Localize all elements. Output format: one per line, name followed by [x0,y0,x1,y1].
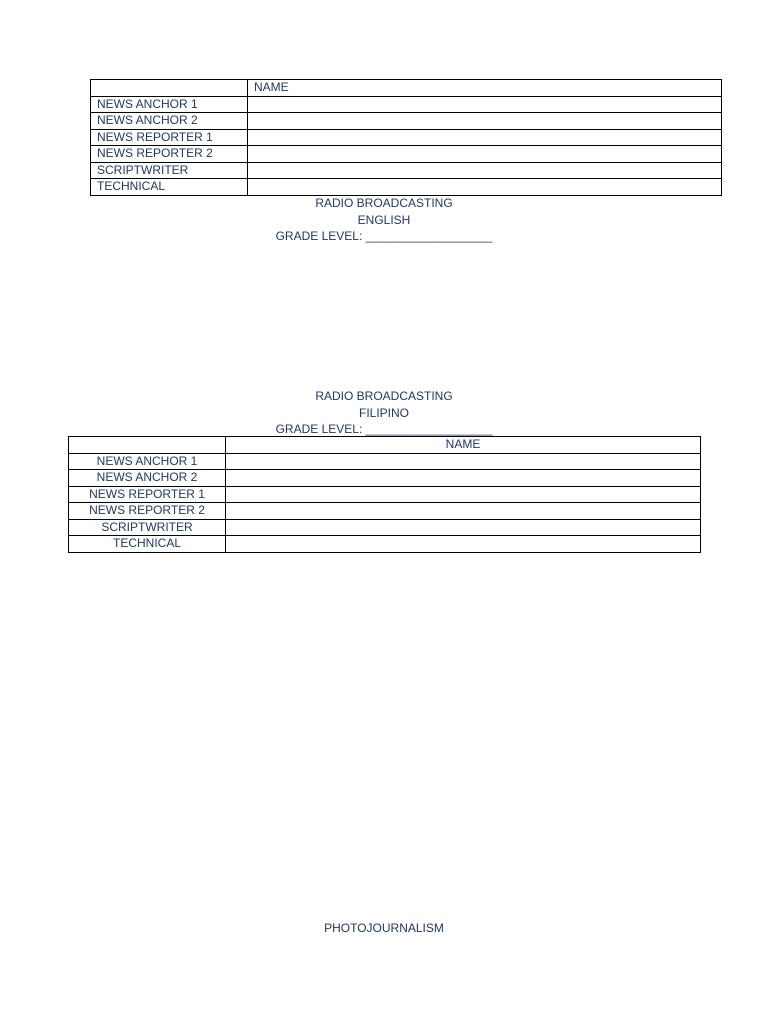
section-language: FILIPINO [358,405,409,420]
header-cell-name: NAME [248,80,722,97]
role-cell: NEWS ANCHOR 1 [91,96,248,113]
role-cell: NEWS ANCHOR 2 [69,470,226,487]
name-cell[interactable] [248,129,722,146]
table-header-row [91,80,722,97]
table-row [91,96,722,113]
section-title: RADIO BROADCASTING [315,389,453,403]
table-row [91,162,722,179]
grade-level-field[interactable]: GRADE LEVEL: ___________________ [275,229,493,243]
name-cell[interactable] [226,486,701,503]
header-cell-name: NAME [226,437,701,454]
name-cell[interactable] [248,96,722,113]
role-cell: SCRIPTWRITER [69,519,226,536]
name-cell[interactable] [248,162,722,179]
table-row [91,113,722,130]
name-cell[interactable] [226,503,701,520]
table-row [91,146,722,163]
section-title: RADIO BROADCASTING [315,196,453,210]
table-header-row [69,437,701,454]
name-cell[interactable] [248,179,722,196]
table-row [91,179,722,196]
table-row [69,453,701,470]
role-cell: TECHNICAL [91,179,248,196]
filipino-roster-table [68,436,701,553]
role-cell: NEWS REPORTER 1 [91,129,248,146]
english-roster-table [90,79,722,196]
name-cell[interactable] [226,470,701,487]
name-cell[interactable] [226,453,701,470]
header-cell-role [69,437,226,454]
table-row [69,470,701,487]
role-cell: NEWS REPORTER 2 [91,146,248,163]
name-cell[interactable] [226,519,701,536]
table-row [91,129,722,146]
role-cell: NEWS REPORTER 1 [69,486,226,503]
english-section-caption [0,195,768,245]
role-cell: NEWS ANCHOR 2 [91,113,248,130]
role-cell: NEWS REPORTER 2 [69,503,226,520]
section-language: ENGLISH [357,212,411,227]
table-row [69,486,701,503]
name-cell[interactable] [226,536,701,553]
name-cell[interactable] [248,146,722,163]
role-cell: NEWS ANCHOR 1 [69,453,226,470]
table-row [69,519,701,536]
role-cell: TECHNICAL [69,536,226,553]
role-cell: SCRIPTWRITER [91,162,248,179]
grade-level-field[interactable]: GRADE LEVEL: ___________________ [275,422,493,436]
photojournalism-title: PHOTOJOURNALISM [324,921,444,935]
table-row [69,536,701,553]
name-cell[interactable] [248,113,722,130]
filipino-section-caption [0,388,768,438]
header-cell-role [91,80,248,97]
table-row [69,503,701,520]
